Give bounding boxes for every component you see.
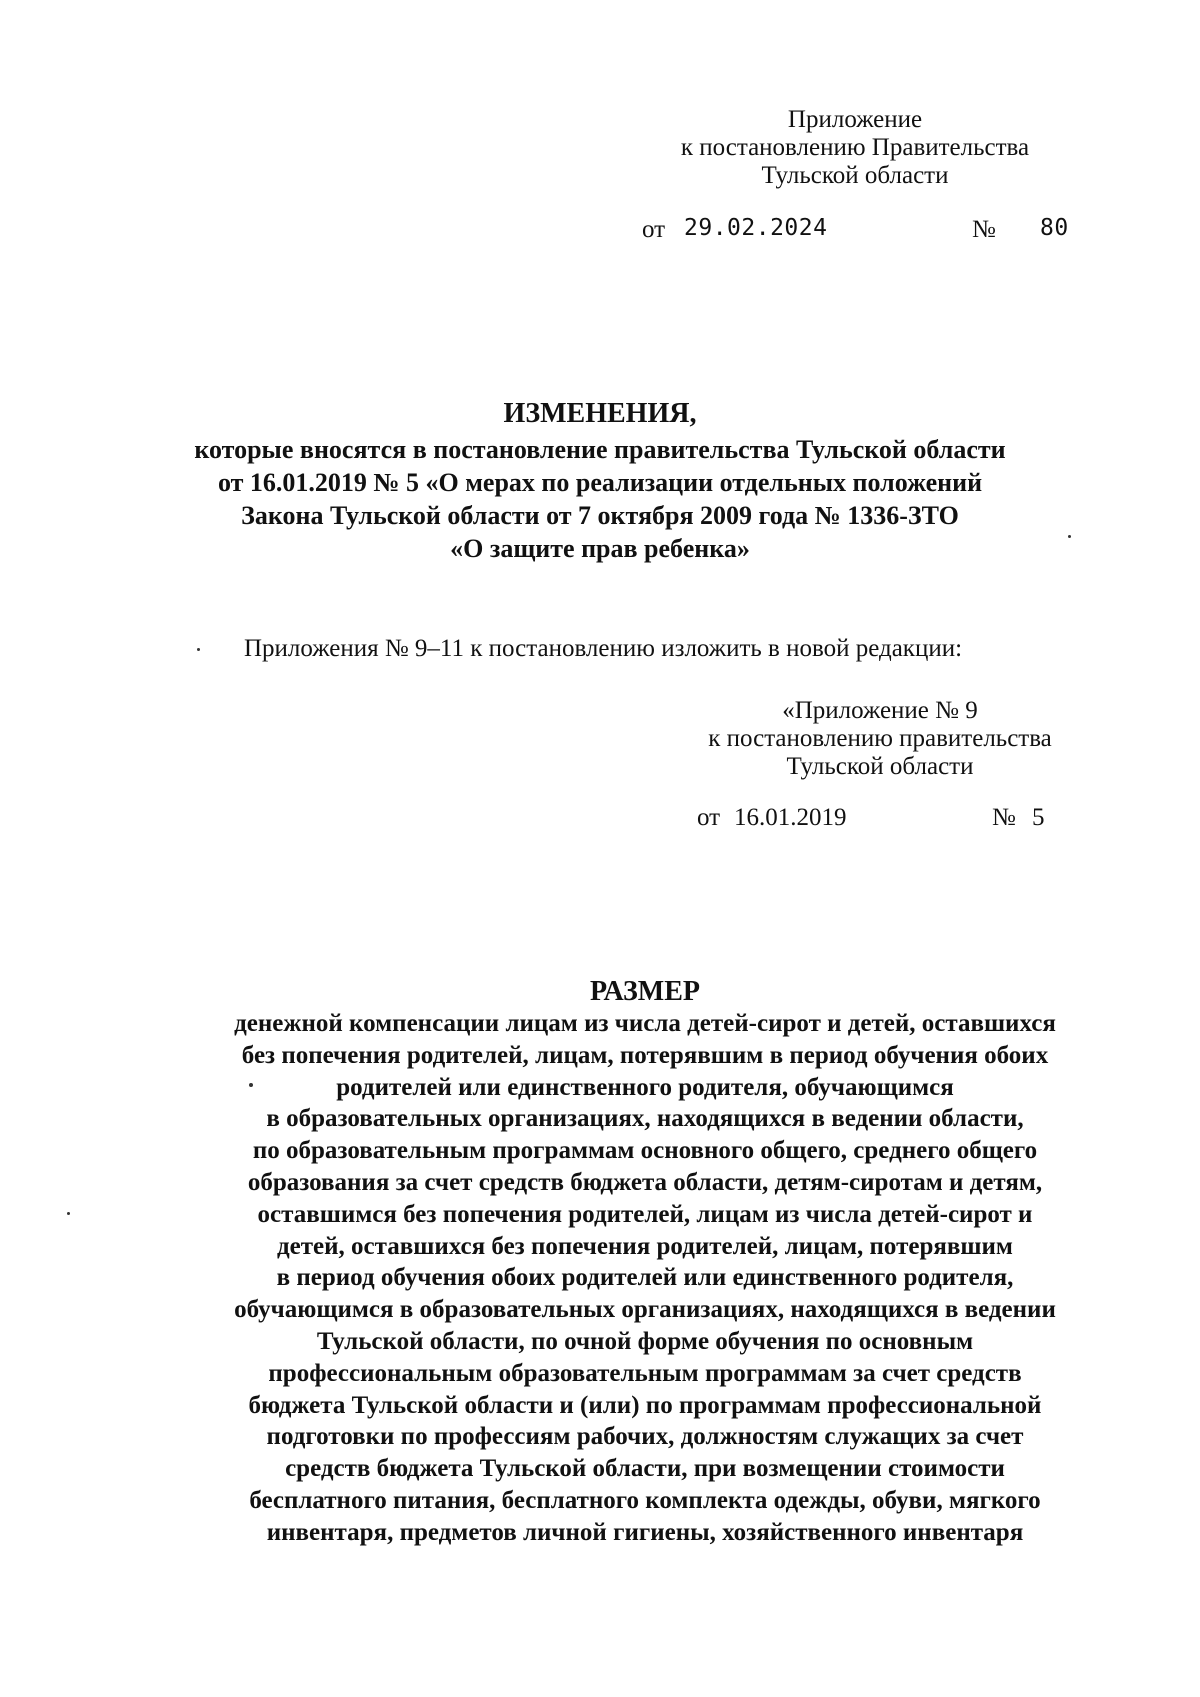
description-line: образования за счет средств бюджета области, детям-сиротам и детям, bbox=[247, 1168, 1043, 1196]
appendix-line: Приложение bbox=[787, 106, 923, 133]
appendix-line: к постановлению правительства bbox=[708, 725, 1052, 752]
description-line: в образовательных организациях, находящихся в ведении области, bbox=[266, 1105, 1024, 1133]
subtitle-line: которые вносятся в постановление правительства Тульской области bbox=[194, 435, 1006, 464]
description-line: по образовательным программам основного общего, среднего общего bbox=[252, 1137, 1038, 1165]
size-description bbox=[150, 1008, 1140, 1549]
scan-speck bbox=[67, 1212, 70, 1215]
nested-date-line bbox=[697, 804, 1097, 838]
description-line: денежной компенсации лицам из числа детей-сирот и детей, оставшихся bbox=[234, 1010, 1056, 1037]
appendix-line: «Приложение № 9 bbox=[782, 697, 978, 724]
date-label: от bbox=[642, 216, 666, 243]
appendix-line: к постановлению Правительства bbox=[680, 134, 1030, 161]
description-line: родителей или единственного родителя, обучающимся bbox=[336, 1073, 954, 1101]
description-line: бесплатного питания, бесплатного комплекта одежды, обуви, мягкого bbox=[249, 1486, 1041, 1514]
resolution-date-line bbox=[642, 212, 1082, 246]
nested-appendix-header bbox=[665, 697, 1095, 781]
scan-speck bbox=[197, 648, 200, 651]
scan-speck bbox=[249, 1083, 253, 1087]
appendix-line: Тульской области bbox=[786, 753, 974, 780]
number-label: № bbox=[972, 216, 996, 243]
description-line: средств бюджета Тульской области, при возмещении стоимости bbox=[285, 1455, 1005, 1483]
instruction-paragraph: Приложения № 9–11 к постановлению изложить в новой редакции: bbox=[244, 635, 963, 662]
description-line: в период обучения обоих родителей или единственного родителя, bbox=[276, 1264, 1014, 1292]
subtitle-line: «О защите прав ребенка» bbox=[450, 534, 750, 563]
resolution-number: 80 bbox=[1040, 215, 1069, 241]
subtitle-line: Закона Тульской области от 7 октября 2009 года № 1336-ЗТО bbox=[241, 501, 959, 530]
scan-speck bbox=[1068, 535, 1071, 538]
description-line: без попечения родителей, лицам, потерявшим в период обучения обоих bbox=[241, 1041, 1049, 1069]
resolution-date: 29.02.2024 bbox=[684, 215, 828, 241]
subtitle-line: от 16.01.2019 № 5 «О мерах по реализации отдельных положений bbox=[217, 468, 983, 497]
nested-date: 16.01.2019 bbox=[734, 804, 847, 831]
nested-number: 5 bbox=[1032, 804, 1045, 831]
description-line: инвентаря, предметов личной гигиены, хозяйственного инвентаря bbox=[266, 1518, 1024, 1546]
description-line: бюджета Тульской области и (или) по программам профессиональной bbox=[248, 1391, 1042, 1419]
number-label: № bbox=[992, 804, 1016, 831]
size-title: РАЗМЕР bbox=[589, 976, 701, 1007]
changes-subtitle bbox=[140, 433, 1060, 565]
description-line: обучающимся в образовательных организациях, находящихся в ведении bbox=[234, 1296, 1056, 1324]
date-label: от bbox=[697, 804, 721, 831]
description-line: подготовки по профессиям рабочих, должностям служащих за счет bbox=[266, 1423, 1024, 1451]
description-line: Тульской области, по очной форме обучения по основным bbox=[316, 1327, 974, 1355]
appendix-header bbox=[640, 106, 1070, 190]
description-line: детей, оставшихся без попечения родителей, лицам, потерявшим bbox=[277, 1232, 1013, 1260]
description-line: профессиональным образовательным программам за счет средств bbox=[268, 1359, 1022, 1387]
description-line: оставшимся без попечения родителей, лицам из числа детей-сирот и bbox=[257, 1200, 1033, 1228]
appendix-line: Тульской области bbox=[761, 162, 949, 189]
changes-title: ИЗМЕНЕНИЯ, bbox=[503, 398, 697, 429]
